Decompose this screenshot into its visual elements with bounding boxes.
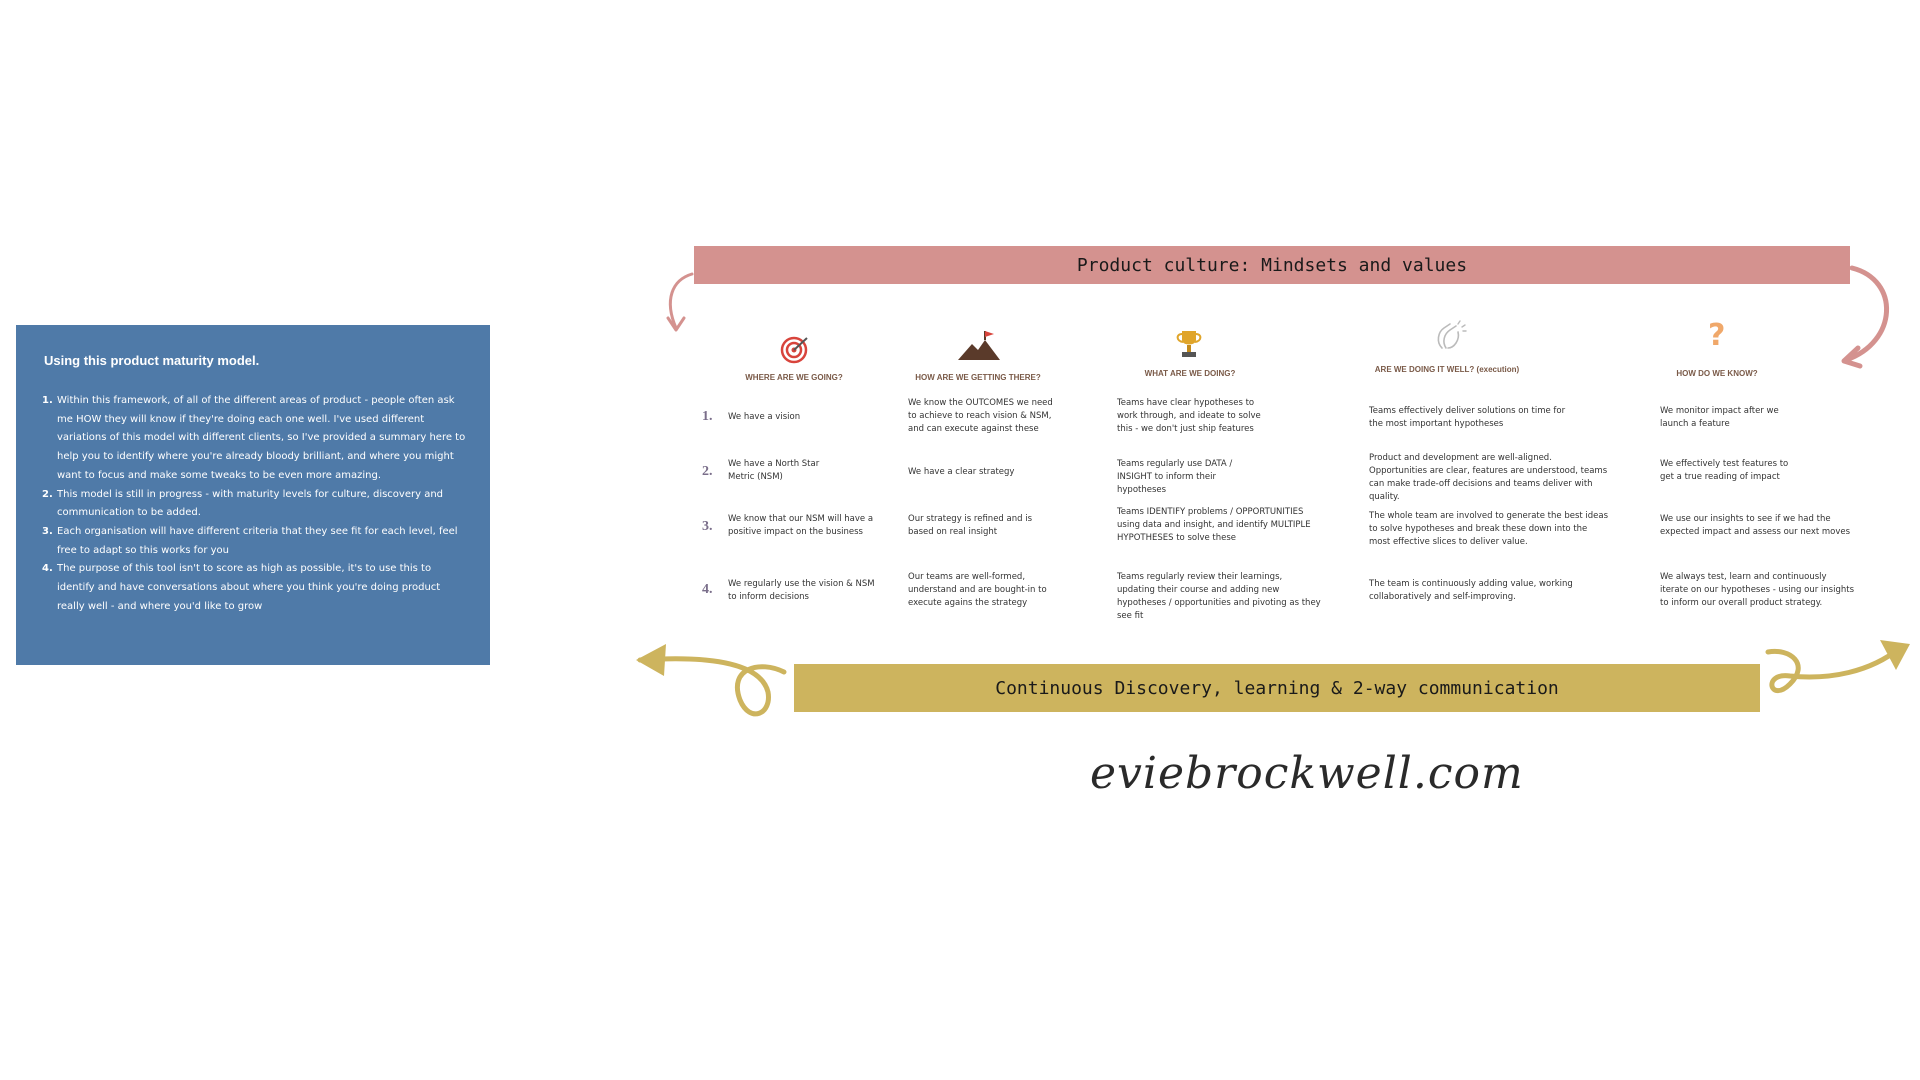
pink-curved-arrow-left-icon [670, 274, 692, 328]
column-header: ARE WE DOING IT WELL? (execution) [1374, 365, 1520, 374]
gold-loop-arrow-left-icon [640, 659, 784, 714]
table-cell: The whole team are involved to generate the best ideas to solve hypotheses and break these down into the most effective slices to deliver value. [1369, 511, 1609, 547]
table-cell: We have a vision [728, 412, 801, 422]
pink-arrowhead-left-icon [668, 318, 684, 330]
pink-curved-arrow-right-icon [1846, 268, 1887, 360]
table-cell: Teams regularly use DATA / INSIGHT to inform their hypotheses [1117, 459, 1233, 495]
info-item-text: Each organisation will have different criteria that they see fit for each level, feel free to adapt so this works for you [57, 525, 458, 556]
gold-loop-arrow-right-icon [1768, 648, 1900, 691]
table-cell: We monitor impact after we launch a feature [1660, 406, 1779, 429]
table-cell: Our strategy is refined and is based on real insight [908, 514, 1033, 537]
info-item-number: 1. [42, 395, 53, 406]
column-header: WHAT ARE WE DOING? [1144, 369, 1236, 378]
info-item [44, 486, 468, 523]
table-cell: Teams regularly review their learnings, updating their course and adding new hypotheses / opportunities and pivoting as they see fit [1117, 572, 1321, 621]
table-cell: We know that our NSM will have a positive impact on the business [728, 514, 874, 537]
info-item-number: 4. [42, 563, 53, 575]
table-cell: We know the OUTCOMES we need to achieve to reach vision & NSM, and can execute against these [908, 398, 1053, 434]
discovery-banner-text: Continuous Discovery, learning & 2-way communication [995, 677, 1559, 699]
row-number: 3. [702, 519, 713, 534]
row-number: 2. [702, 464, 713, 479]
info-item [44, 523, 468, 560]
table-cell: Teams IDENTIFY problems / OPPORTUNITIES using data and insight, and identify MULTIPLE HYPOTHESES to solve these [1117, 507, 1311, 543]
pink-arrowhead-right-icon [1844, 348, 1860, 366]
column-header: WHERE ARE WE GOING? [745, 373, 843, 382]
info-item-number: 3. [42, 525, 53, 537]
discovery-banner [794, 664, 1760, 712]
table-cell: We effectively test features to get a true reading of impact [1660, 459, 1789, 482]
info-item [44, 560, 468, 616]
info-item-text: This model is still in progress - with maturity levels for culture, discovery and communication to be added. [57, 488, 444, 519]
info-item [44, 392, 468, 486]
culture-banner-text: Product culture: Mindsets and values [1076, 254, 1468, 276]
target-icon [780, 334, 810, 364]
culture-banner [694, 246, 1850, 284]
info-panel [16, 325, 490, 665]
column-header: HOW ARE WE GETTING THERE? [915, 373, 1041, 382]
table-cell: We have a North Star Metric (NSM) [728, 459, 820, 482]
info-list [44, 392, 468, 616]
website-signature[interactable]: eviebrockwell.com [1090, 748, 1524, 799]
table-cell: Our teams are well-formed, understand and are bought-in to execute agains the strategy [908, 572, 1047, 608]
table-cell: Teams effectively deliver solutions on time for the most important hypotheses [1369, 406, 1566, 429]
table-cell: We always test, learn and continuously iterate on our hypotheses - using our insights to inform our overall product strategy. [1660, 572, 1855, 608]
table-cell: Product and development are well-aligned. Opportunities are clear, features are understood, teams can make trade-off decisions and teams deliver with quality. [1369, 453, 1608, 502]
info-item-text: Within this framework, of all of the different areas of product - people often ask me HOW they will know if they're doing each one well. I've used different variations of this model with different clients, so I've provided a summary here to help you to identify where you're already bloody brilliant, and where you might want to focus and make some tweaks to be even more amazing. [57, 395, 466, 481]
row-number: 4. [702, 582, 713, 597]
table-cell: The team is continuously adding value, working collaboratively and self-improving. [1369, 579, 1573, 602]
mountain-flag-icon [958, 330, 1000, 362]
row-number: 1. [702, 409, 713, 424]
column-header: HOW DO WE KNOW? [1676, 369, 1758, 378]
info-title: Using this product maturity model. [44, 353, 260, 368]
info-item-number: 2. [42, 488, 53, 500]
trophy-icon [1174, 328, 1204, 360]
gold-arrowhead-left-icon [636, 644, 666, 676]
table-cell: Teams have clear hypotheses to work through, and ideate to solve this - we don't just ship features [1117, 398, 1261, 434]
table-cell: We use our insights to see if we had the expected impact and assess our next moves [1660, 514, 1851, 537]
gold-arrowhead-right-icon [1880, 640, 1910, 670]
question-mark-icon: ? [1708, 318, 1726, 353]
table-cell: We regularly use the vision & NSM to inform decisions [728, 579, 875, 602]
clapping-hands-icon [1434, 320, 1468, 352]
info-item-text: The purpose of this tool isn't to score as high as possible, it's to use this to identify and have conversations about where you think you're doing product really well - and where you'd like to grow [57, 563, 441, 612]
table-cell: We have a clear strategy [908, 467, 1015, 477]
